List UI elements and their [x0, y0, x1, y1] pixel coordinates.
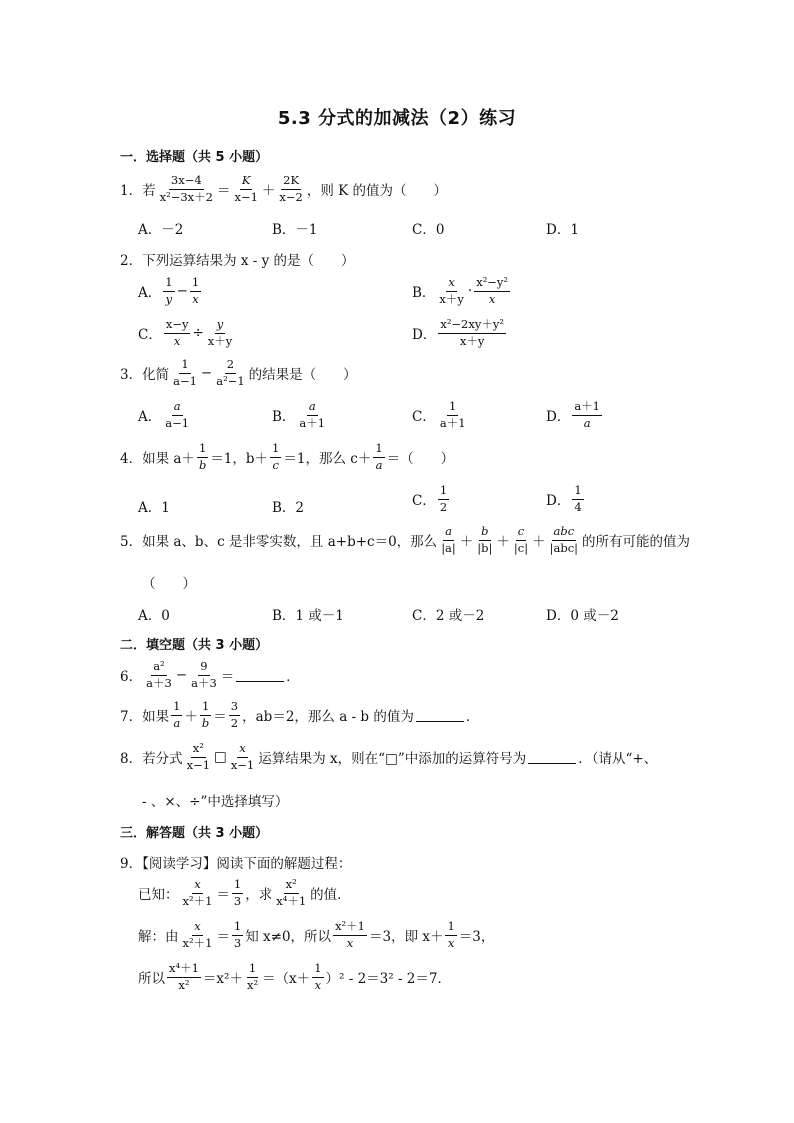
section-heading-solve: 三．解答题（共 3 小题）	[120, 826, 269, 841]
option-a[interactable]: A．－2	[138, 222, 184, 238]
question-1: 1． 若 $\frac{3x-4}{\text{x²−3x＋2}}$ ＝ $\frac{K}{x-1}$ ＋ $\frac{2K}{x-2}$ ，则 K 的值为（ ）	[120, 173, 448, 204]
option-d[interactable]: D．0 或－2	[546, 608, 619, 624]
answer-blank[interactable]	[236, 669, 284, 682]
option-b[interactable]: B．2	[272, 500, 305, 516]
option-c[interactable]: C． $\frac{1}{a+1}$	[412, 399, 466, 430]
option-a[interactable]: A．1	[138, 500, 170, 516]
q9-solution-step2: 所以 $\frac{\text{x⁴＋1}}{\text{x²}}$ ＝x²＋ $\frac{1}{\text{x²}}$ ＝（x＋ $\frac{1}{x}$ ）² - 2＝3² - 2＝7．	[138, 961, 451, 992]
answer-paren: （ ）	[142, 576, 196, 592]
option-a[interactable]: A． $\frac{a}{a-1}$	[138, 399, 190, 430]
answer-blank[interactable]	[416, 709, 464, 722]
option-d[interactable]: D． $\frac{\text{x²−2xy＋y²}}{x+y}$	[412, 317, 504, 348]
fraction: $\frac{K}{x-1}$	[234, 173, 258, 204]
option-d[interactable]: D． $\frac{1}{4}$	[546, 483, 582, 514]
option-c[interactable]: C．0	[412, 222, 445, 238]
question-6: 6． $\frac{\text{a²}}{a+3}$ − $\frac{9}{a+3}$ ＝ ．	[120, 659, 300, 690]
option-a[interactable]: A．0	[138, 608, 170, 624]
option-b[interactable]: B． $\frac{a}{a+1}$	[272, 399, 326, 430]
section-heading-choice: 一．选择题（共 5 小题）	[120, 150, 269, 165]
question-7: 7．如果 $\frac{1}{a}$ ＋ $\frac{1}{b}$ ＝ $\frac{3}{2}$ ，ab＝2，那么 a - b 的值为 ．	[120, 699, 480, 730]
option-d[interactable]: D． $\frac{a+1}{a}$	[546, 399, 601, 430]
option-c[interactable]: C．2 或－2	[412, 608, 485, 624]
question-8-line2: - 、×、÷”中选择填写）	[142, 794, 289, 810]
question-2: 2．下列运算结果为 x - y 的是（ ）	[120, 253, 355, 269]
option-d[interactable]: D．1	[546, 222, 579, 238]
question-5: 5．如果 a、b、c 是非零实数，且 a+b+c＝0，那么 $\frac{a}{|a|}$ ＋ $\frac{b}{|b|}$ ＋ $\frac{c}{|c|}$ ＋ $\frac{\text{abc}}{\text{|abc|}}$ 的所有可能的值为	[120, 524, 691, 555]
question-9: 9．【阅读学习】阅读下面的解题过程：	[120, 856, 352, 872]
fraction: $\frac{2K}{x-2}$	[279, 173, 303, 204]
q9-solution-step1: 解：由 $\frac{x}{\text{x²＋1}}$ ＝ $\frac{1}{3}$ 知 x≠0，所以 $\frac{\text{x²＋1}}{x}$ ＝3，即 x＋ $\frac{1}{x}$ ＝3，	[138, 919, 495, 950]
section-heading-fill: 二．填空题（共 3 小题）	[120, 638, 269, 653]
option-c[interactable]: C． $\frac{x-y}{x}$ ÷ $\frac{y}{x+y}$	[138, 317, 233, 348]
question-4: 4．如果 a＋ $\frac{1}{b}$ ＝1，b＋ $\frac{1}{c}$ ＝1，那么 c＋ $\frac{1}{a}$ ＝（ ）	[120, 441, 455, 472]
option-c[interactable]: C． $\frac{1}{2}$	[412, 483, 448, 514]
page-title: 5.3 分式的加减法（2）练习	[277, 108, 517, 129]
option-a[interactable]: A． $\frac{1}{y}$ − $\frac{1}{x}$	[138, 275, 200, 306]
question-8: 8．若分式 $\frac{\text{x²}}{x-1}$ □ $\frac{x}{x-1}$ 运算结果为 x，则在“□”中添加的运算符号为 ．（请从“+、	[120, 741, 658, 772]
question-3: 3．化简 $\frac{1}{a-1}$ − $\frac{2}{\text{a²−1}}$ 的结果是（ ）	[120, 357, 357, 388]
fraction: $\frac{3x-4}{\text{x²−3x＋2}}$	[159, 173, 213, 204]
option-b[interactable]: B．1 或－1	[272, 608, 344, 624]
answer-blank[interactable]	[528, 751, 576, 764]
q9-given: 已知： $\frac{x}{\text{x²＋1}}$ ＝ $\frac{1}{3}$ ，求 $\frac{\text{x²}}{\text{x⁴＋1}}$ 的值．	[138, 877, 351, 908]
option-b[interactable]: B． $\frac{x}{x+y}$ · $\frac{\text{x²−y²}}{x}$	[412, 275, 509, 306]
option-b[interactable]: B．－1	[272, 222, 318, 238]
